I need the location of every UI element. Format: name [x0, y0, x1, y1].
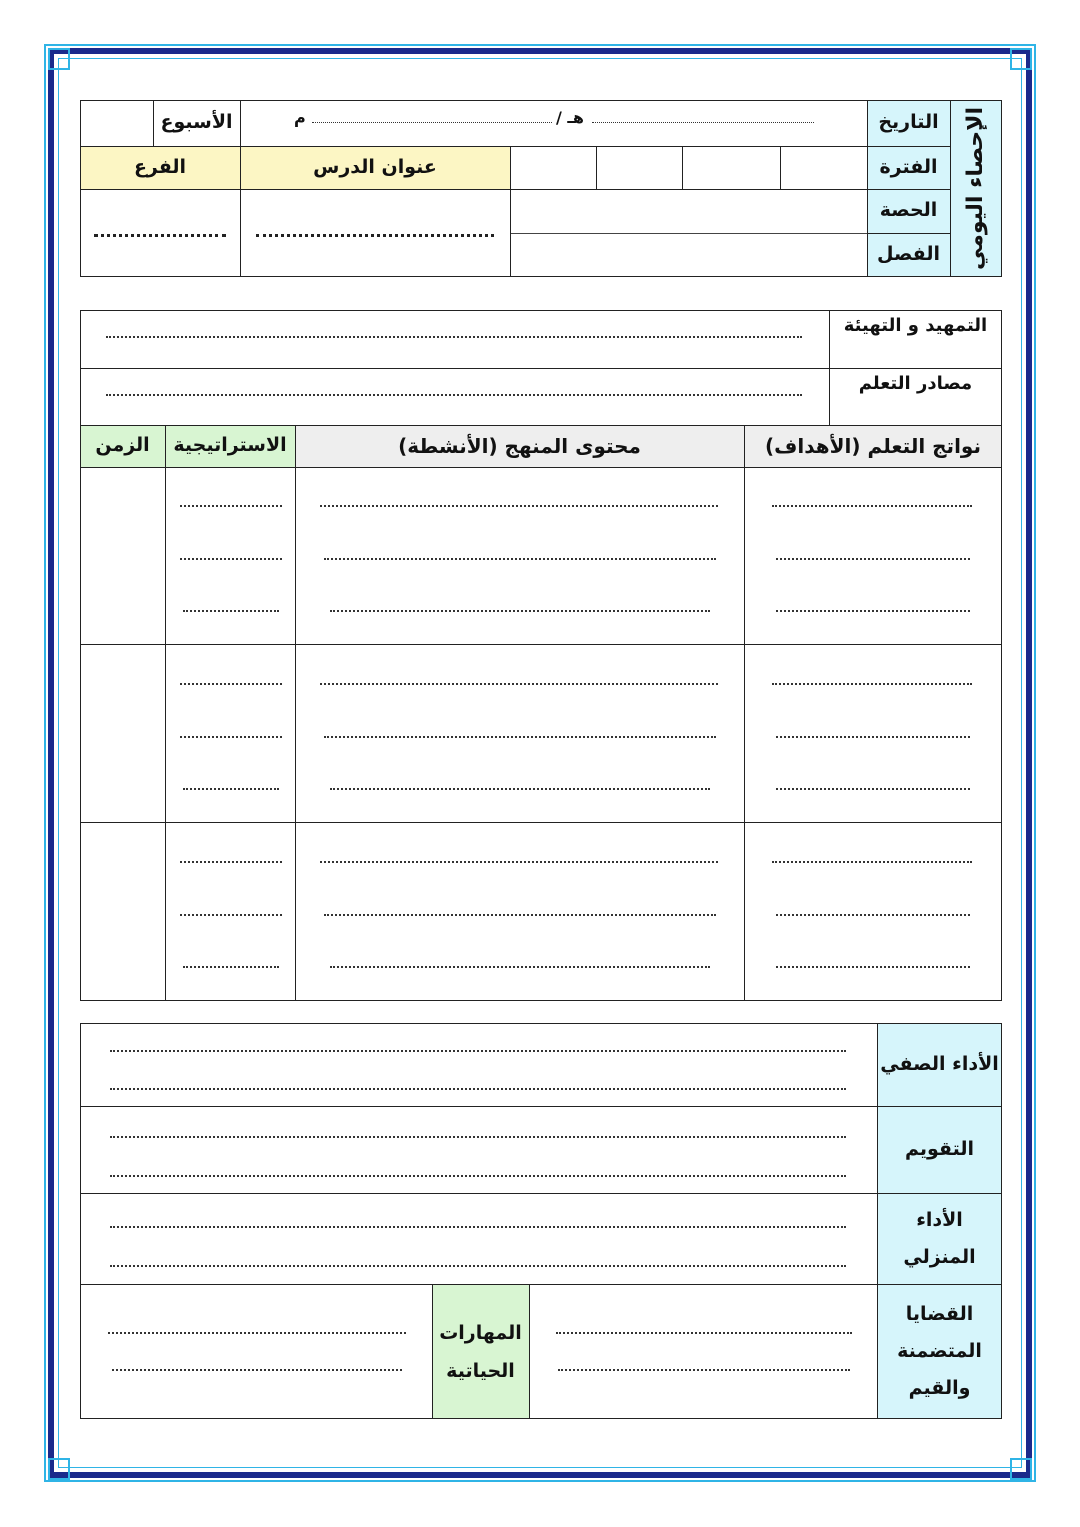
date-label: التاريخ — [878, 111, 939, 134]
period-label: الفترة — [879, 155, 938, 178]
strategy-field[interactable] — [180, 861, 282, 863]
outcome-field[interactable] — [776, 966, 970, 968]
life-skills-field[interactable] — [108, 1332, 406, 1334]
content-field[interactable] — [330, 610, 710, 612]
outcomes-header: نواتج التعلم (الأهداف) — [765, 433, 981, 458]
corner-ornament — [1010, 1458, 1032, 1480]
outcome-field[interactable] — [776, 914, 970, 916]
outcome-field[interactable] — [776, 558, 970, 560]
corner-ornament — [1010, 48, 1032, 70]
evaluation-field[interactable] — [110, 1136, 846, 1138]
content-field[interactable] — [330, 788, 710, 790]
strategy-field[interactable] — [183, 610, 279, 612]
outcome-field[interactable] — [772, 683, 972, 685]
branch-field[interactable] — [94, 234, 226, 237]
prep-label: التمهيد و التهيئة — [843, 314, 988, 336]
issues-values-label: القضايا المتضمنة والقيم — [897, 1302, 982, 1400]
class-performance-field[interactable] — [110, 1050, 846, 1052]
resources-field[interactable] — [106, 394, 802, 396]
content-field[interactable] — [330, 966, 710, 968]
content-field[interactable] — [324, 736, 716, 738]
vertical-title: الإحصاء اليومي — [963, 106, 989, 271]
home-performance-field[interactable] — [110, 1265, 846, 1267]
evaluation-field[interactable] — [110, 1175, 846, 1177]
class-performance-label: الأداء الصفي — [880, 1052, 999, 1075]
corner-ornament — [48, 1458, 70, 1480]
strategy-field[interactable] — [183, 788, 279, 790]
date-gregorian-blank[interactable] — [312, 122, 552, 123]
class-performance-field[interactable] — [110, 1088, 846, 1090]
content-field[interactable] — [324, 914, 716, 916]
strategy-header: الاستراتيجية — [173, 434, 287, 457]
gregorian-suffix: م — [294, 108, 306, 127]
strategy-field[interactable] — [180, 736, 282, 738]
time-header: الزمن — [95, 434, 150, 457]
resources-label: مصادر التعلم — [858, 372, 973, 394]
class-label: الفصل — [877, 243, 941, 266]
issues-values-field[interactable] — [556, 1332, 852, 1334]
life-skills-field[interactable] — [112, 1369, 402, 1371]
week-value-field[interactable] — [80, 100, 153, 146]
content-field[interactable] — [324, 558, 716, 560]
prep-field[interactable] — [106, 336, 802, 338]
content-field[interactable] — [320, 683, 718, 685]
outcome-field[interactable] — [776, 788, 970, 790]
issues-values-field[interactable] — [558, 1369, 850, 1371]
outcome-field[interactable] — [776, 736, 970, 738]
strategy-field[interactable] — [180, 558, 282, 560]
content-field[interactable] — [320, 861, 718, 863]
outcome-field[interactable] — [772, 505, 972, 507]
hijri-suffix: هـ / — [556, 108, 584, 127]
outcome-field[interactable] — [776, 610, 970, 612]
strategy-field[interactable] — [183, 966, 279, 968]
home-performance-label: الأداء المنزلي — [903, 1209, 976, 1268]
lesson-title-field[interactable] — [256, 234, 494, 237]
branch-label: الفرع — [133, 155, 187, 178]
session-label: الحصة — [879, 199, 938, 222]
lesson-title-label: عنوان الدرس — [313, 155, 437, 178]
home-performance-field[interactable] — [110, 1226, 846, 1228]
corner-ornament — [48, 48, 70, 70]
date-hijri-blank[interactable] — [592, 122, 814, 123]
content-header: محتوى المنهج (الأنشطة) — [398, 433, 641, 458]
strategy-field[interactable] — [180, 683, 282, 685]
content-field[interactable] — [320, 505, 718, 507]
life-skills-label: المهارات الحياتية — [439, 1321, 522, 1382]
strategy-field[interactable] — [180, 914, 282, 916]
strategy-field[interactable] — [180, 505, 282, 507]
outcome-field[interactable] — [772, 861, 972, 863]
week-label: الأسبوع — [160, 111, 233, 134]
evaluation-label: التقويم — [904, 1137, 975, 1160]
